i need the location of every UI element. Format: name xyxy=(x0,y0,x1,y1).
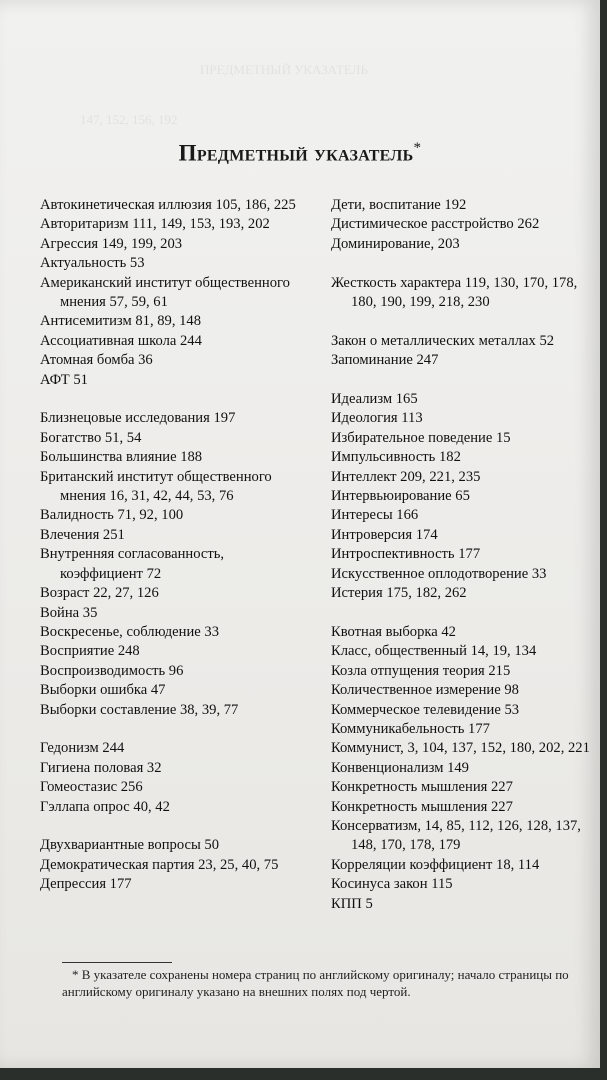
index-entry: Валидность 71, 92, 100 xyxy=(40,507,184,524)
index-entry: Коммуникабельность 177 xyxy=(331,720,490,737)
index-entry: Авторитаризм 111, 149, 153, 193, 202 xyxy=(40,216,270,233)
index-entry: Возраст 22, 27, 126 xyxy=(40,585,159,602)
index-entry: Квотная выборка 42 xyxy=(331,623,456,640)
index-entry: Дистимическое расстройство 262 xyxy=(331,216,540,233)
index-entry: Коммунист, 3, 104, 137, 152, 180, 202, 221 xyxy=(331,740,590,757)
index-entry: Выборки ошибка 47 xyxy=(40,682,166,699)
index-entry: Влечения 251 xyxy=(40,526,125,543)
index-entry: Интервьюирование 65 xyxy=(331,488,470,505)
index-entry: Идеализм 165 xyxy=(331,391,418,408)
index-title xyxy=(0,140,600,167)
index-entry: Идеология 113 xyxy=(331,410,423,427)
index-entry: Интересы 166 xyxy=(331,507,419,524)
index-entry: Антисемитизм 81, 89, 148 xyxy=(40,313,202,330)
index-entry: Истерия 175, 182, 262 xyxy=(331,585,467,602)
footnote: * В указателе сохранены номера страниц по английскому оригиналу; начало страницы по английскому оригиналу указано на внешних полях под чертой. xyxy=(62,967,569,999)
index-entry: Автокинетическая иллюзия 105, 186, 225 xyxy=(40,197,296,213)
index-entry: Гигиена половая 32 xyxy=(40,759,162,776)
index-entry: Воспроизводимость 96 xyxy=(40,662,184,679)
index-entry: Внутренняя согласованность, коэффициент 72 xyxy=(40,546,225,582)
index-entry: Корреляции коэффициент 18, 114 xyxy=(331,856,540,873)
index-entry: Двухвариантные вопросы 50 xyxy=(40,837,220,854)
index-entry: Доминирование, 203 xyxy=(331,235,460,252)
index-entry: Актуальность 53 xyxy=(40,255,145,272)
index-entry: Выборки составление 38, 39, 77 xyxy=(40,701,239,718)
footnote-rule xyxy=(62,962,172,963)
index-entry: Конкретность мышления 227 xyxy=(331,779,513,796)
index-entry: Дети, воспитание 192 xyxy=(331,197,467,213)
index-entry: Искусственное оплодотворение 33 xyxy=(331,565,547,582)
bleed-through-text: ПРЕДМЕТНЫЙ УКАЗАТЕЛЬ xyxy=(200,62,368,77)
bleed-through-text: 147, 152, 156, 192 xyxy=(80,112,178,127)
index-title-text: Предметный указатель xyxy=(178,140,414,166)
index-right-column xyxy=(331,196,596,914)
index-group-gap xyxy=(331,371,596,390)
index-entry: Интроспективность 177 xyxy=(331,546,481,563)
index-entry: Гэллапа опрос 40, 42 xyxy=(40,798,170,815)
index-entry: Богатство 51, 54 xyxy=(40,429,142,446)
index-entry: Интеллект 209, 221, 235 xyxy=(331,468,481,485)
index-entry: Гомеостазис 256 xyxy=(40,779,143,796)
index-group-gap xyxy=(331,254,596,273)
index-entry: Война 35 xyxy=(40,604,98,621)
index-entry: Коммерческое телевидение 53 xyxy=(331,701,520,718)
title-footnote-mark: * xyxy=(413,140,422,156)
index-entry: Класс, общественный 14, 19, 134 xyxy=(331,643,537,660)
index-entry: Консерватизм, 14, 85, 112, 126, 128, 137, 148, 170, 178, 179 xyxy=(331,817,581,854)
index-entry: Ассоциативная школа 244 xyxy=(40,332,202,349)
index-entry: Близнецовые исследования 197 xyxy=(40,410,236,427)
index-left-column xyxy=(40,196,310,895)
index-entry: Британский институт общественного мнения 16, 31, 42, 44, 53, 76 xyxy=(40,468,272,505)
index-entry: Большинства влияние 188 xyxy=(40,449,203,466)
index-entry: Конкретность мышления 227 xyxy=(331,798,513,815)
index-group-gap xyxy=(40,817,310,836)
index-entry: Закон о металлических металлах 52 xyxy=(331,332,555,349)
index-entry: Депрессия 177 xyxy=(40,876,132,893)
index-entry: Интроверсия 174 xyxy=(331,526,438,543)
index-entry: Запоминание 247 xyxy=(331,352,439,369)
index-group-gap xyxy=(40,390,310,409)
index-entry: Количественное измерение 98 xyxy=(331,682,519,699)
index-group-gap xyxy=(40,720,310,739)
index-entry: Импульсивность 182 xyxy=(331,449,461,466)
index-entry: КПП 5 xyxy=(331,895,373,912)
index-entry: Гедонизм 244 xyxy=(40,740,125,757)
index-entry: Козла отпущения теория 215 xyxy=(331,662,511,679)
index-entry: Демократическая партия 23, 25, 40, 75 xyxy=(40,856,279,873)
index-entry: Конвенционализм 149 xyxy=(331,759,469,776)
index-entry: Косинуса закон 115 xyxy=(331,876,453,893)
index-entry: Агрессия 149, 199, 203 xyxy=(40,235,183,252)
index-entry: Американский институт общественного мнения 57, 59, 61 xyxy=(40,274,290,311)
index-entry: АФТ 51 xyxy=(40,371,88,388)
index-entry: Избирательное поведение 15 xyxy=(331,429,511,446)
index-entry: Восприятие 248 xyxy=(40,643,140,660)
index-group-gap xyxy=(331,312,596,331)
index-entry: Воскресенье, соблюдение 33 xyxy=(40,623,219,640)
index-entry: Атомная бомба 36 xyxy=(40,352,153,369)
index-entry: Жесткость характера 119, 130, 170, 178, 180, 190, 199, 218, 230 xyxy=(331,274,578,311)
index-group-gap xyxy=(331,603,596,622)
